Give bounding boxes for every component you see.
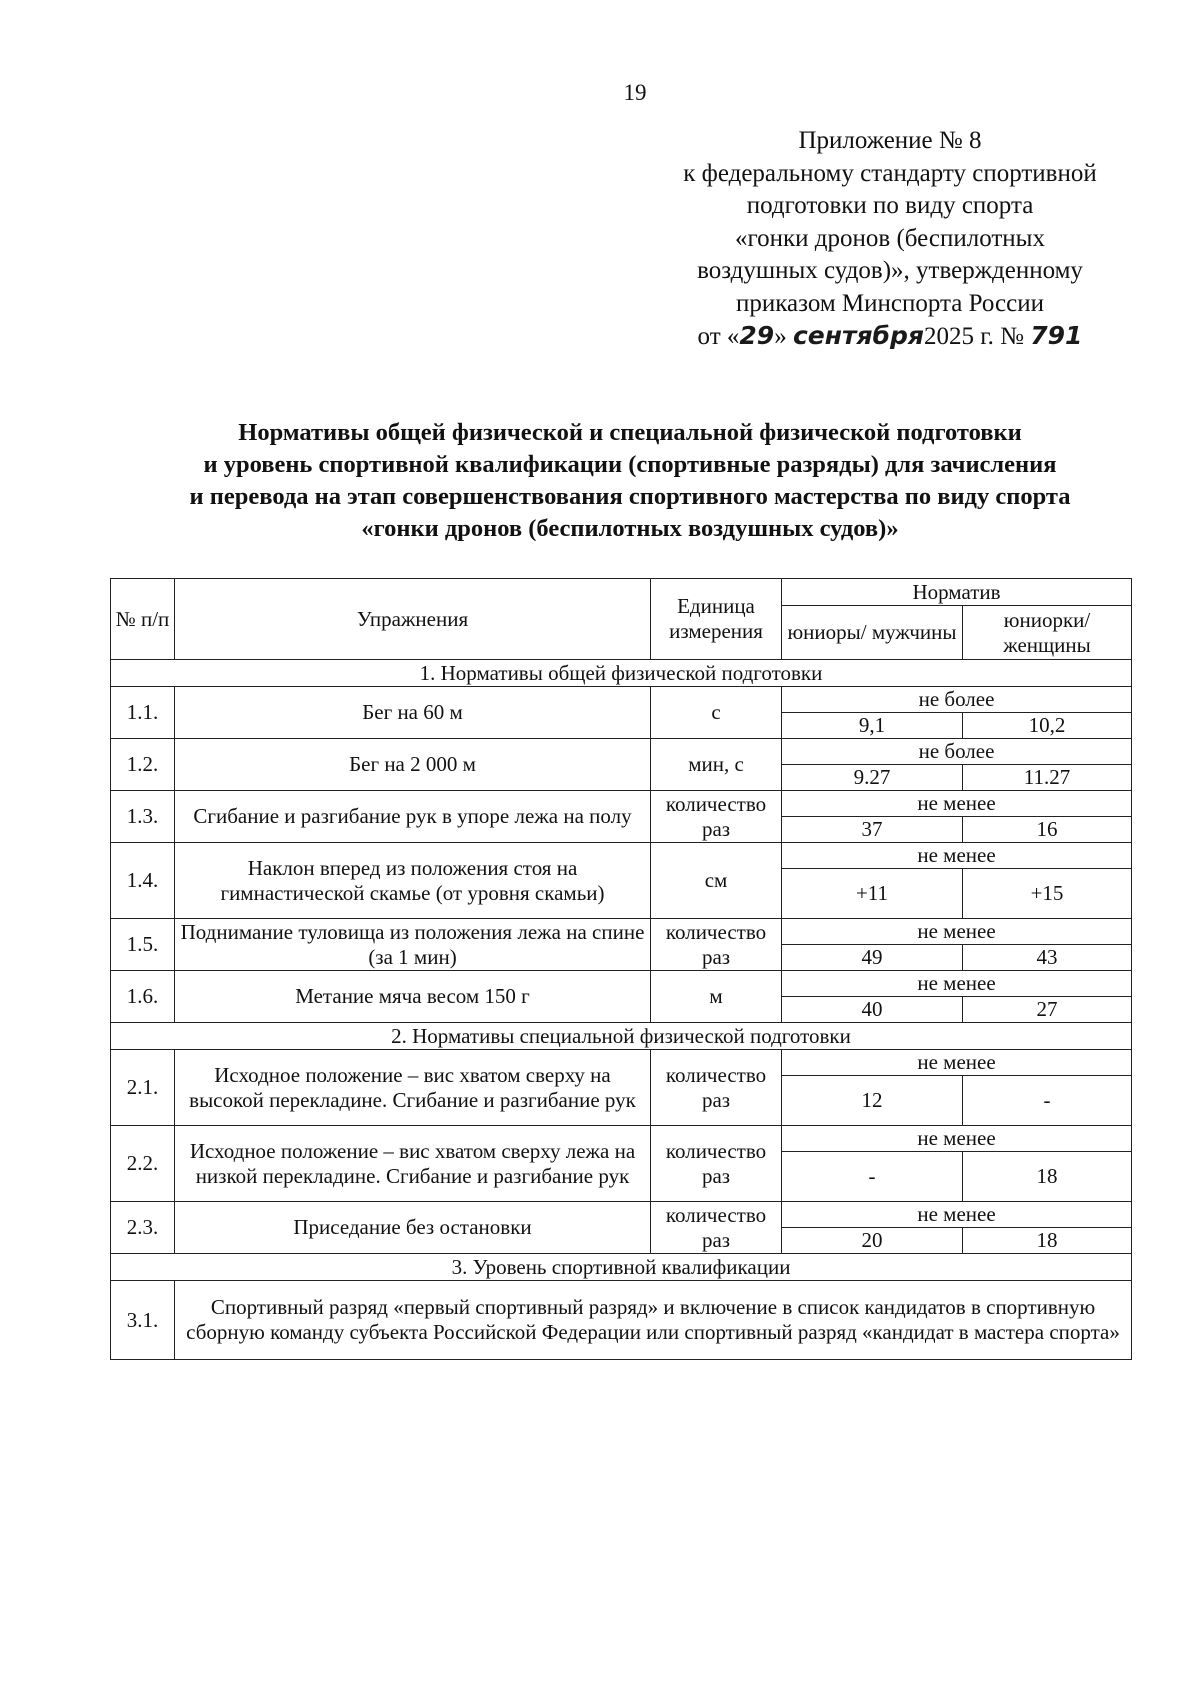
row-norm-type: не менее	[782, 1050, 1132, 1076]
table-row	[111, 1050, 1132, 1076]
value-women: 16	[963, 817, 1132, 843]
row-unit: количество раз	[651, 919, 782, 971]
date-year: 2025 г. №	[923, 323, 1024, 350]
header-num: № п/п	[111, 579, 175, 660]
table-row	[111, 687, 1132, 713]
section-title: 3. Уровень спортивной квалификации	[111, 1254, 1132, 1281]
row-num: 2.1.	[111, 1050, 175, 1126]
section-row	[111, 660, 1132, 687]
title-line: и уровень спортивной квалификации (спортивные разряды) для зачисления	[203, 451, 1057, 478]
header-exercise: Упражнения	[175, 579, 651, 660]
appendix-block	[640, 125, 1140, 354]
value-women: 11.27	[963, 765, 1132, 791]
row-unit: количество раз	[651, 1126, 782, 1202]
value-men: 20	[782, 1228, 963, 1254]
row-norm-type: не менее	[782, 1202, 1132, 1228]
handwritten-month: сентября	[792, 321, 924, 350]
header-men: юниоры/ мужчины	[782, 606, 963, 660]
row-unit: количество раз	[651, 1202, 782, 1254]
appendix-line: к федеральному стандарту спортивной	[683, 159, 1097, 187]
value-women: 10,2	[963, 713, 1132, 739]
value-men: +11	[782, 869, 963, 919]
appendix-line: приказом Минспорта России	[735, 289, 1044, 317]
section-row	[111, 1254, 1132, 1281]
title-line: «гонки дронов (беспилотных воздушных судов)»	[361, 515, 899, 542]
appendix-line: воздушных судов)», утвержденному	[697, 257, 1083, 284]
row-unit: м	[651, 971, 782, 1023]
row-exercise: Исходное положение – вис хватом сверху лежа на низкой перекладине. Сгибание и разгибание рук	[175, 1126, 651, 1202]
row-unit: мин, с	[651, 739, 782, 791]
table-row	[111, 843, 1132, 869]
order-date-line	[640, 320, 1140, 354]
row-exercise: Бег на 2 000 м	[175, 739, 651, 791]
header-women: юниорки/ женщины	[963, 606, 1132, 660]
header-row	[111, 579, 1132, 606]
row-exercise: Исходное положение – вис хватом сверху на высокой перекладине. Сгибание и разгибание рук	[175, 1050, 651, 1126]
value-men: 12	[782, 1076, 963, 1126]
row-exercise: Метание мяча весом 150 г	[175, 971, 651, 1023]
value-men: -	[782, 1152, 963, 1202]
table-row	[111, 971, 1132, 997]
section-title: 2. Нормативы специальной физической подготовки	[111, 1023, 1132, 1050]
header-unit: Единица измерения	[651, 579, 782, 660]
value-men: 9.27	[782, 765, 963, 791]
row-norm-type: не более	[782, 739, 1132, 765]
row-qualification-text: Спортивный разряд «первый спортивный разряд» и включение в список кандидатов в спортивную сборную команду субъекта Российской Федерации или спортивный разряд «кандидат в мастера спорта»	[175, 1281, 1132, 1360]
row-exercise: Бег на 60 м	[175, 687, 651, 739]
table-row	[111, 1202, 1132, 1228]
section-title: 1. Нормативы общей физической подготовки	[111, 660, 1132, 687]
appendix-line: Приложение № 8	[798, 127, 982, 154]
value-women: 18	[963, 1228, 1132, 1254]
row-norm-type: не менее	[782, 1126, 1132, 1152]
row-unit: с	[651, 687, 782, 739]
handwritten-day: 29	[739, 321, 775, 350]
appendix-line: подготовки по виду спорта	[746, 192, 1034, 219]
appendix-line: «гонки дронов (беспилотных	[735, 224, 1045, 252]
row-num: 1.1.	[111, 687, 175, 739]
value-women: 27	[963, 997, 1132, 1023]
table-row	[111, 919, 1132, 945]
row-norm-type: не более	[782, 687, 1132, 713]
header-norm: Норматив	[782, 579, 1132, 606]
value-men: 9,1	[782, 713, 963, 739]
value-women: 43	[963, 945, 1132, 971]
row-num: 1.2.	[111, 739, 175, 791]
row-unit: количество раз	[651, 791, 782, 843]
table-row	[111, 1126, 1132, 1152]
row-exercise: Поднимание туловища из положения лежа на спине (за 1 мин)	[175, 919, 651, 971]
row-exercise: Наклон вперед из положения стоя на гимнастической скамье (от уровня скамьи)	[175, 843, 651, 919]
title-line: и перевода на этап совершенствования спортивного мастерства по виду спорта	[189, 483, 1071, 510]
row-norm-type: не менее	[782, 843, 1132, 869]
title-line: Нормативы общей физической и специальной физической подготовки	[238, 419, 1022, 446]
value-men: 49	[782, 945, 963, 971]
value-women: -	[963, 1076, 1132, 1126]
date-prefix: от «	[697, 323, 740, 350]
norms-table	[110, 578, 1132, 1360]
table-row	[111, 791, 1132, 817]
row-unit: см	[651, 843, 782, 919]
row-num: 1.6.	[111, 971, 175, 1023]
handwritten-order-number: 791	[1030, 321, 1083, 350]
page-number: 19	[623, 80, 647, 105]
row-norm-type: не менее	[782, 919, 1132, 945]
row-num: 2.2.	[111, 1126, 175, 1202]
row-num: 2.3.	[111, 1202, 175, 1254]
date-mid: »	[774, 323, 787, 350]
row-num: 1.4.	[111, 843, 175, 919]
row-num: 1.5.	[111, 919, 175, 971]
row-num: 3.1.	[111, 1281, 175, 1360]
value-women: 18	[963, 1152, 1132, 1202]
row-norm-type: не менее	[782, 791, 1132, 817]
table-row	[111, 739, 1132, 765]
value-men: 37	[782, 817, 963, 843]
row-unit: количество раз	[651, 1050, 782, 1126]
row-exercise: Приседание без остановки	[175, 1202, 651, 1254]
value-men: 40	[782, 997, 963, 1023]
section-row	[111, 1023, 1132, 1050]
row-num: 1.3.	[111, 791, 175, 843]
row-norm-type: не менее	[782, 971, 1132, 997]
row-exercise: Сгибание и разгибание рук в упоре лежа на полу	[175, 791, 651, 843]
value-women: +15	[963, 869, 1132, 919]
table-row	[111, 1281, 1132, 1360]
document-title	[110, 417, 1150, 545]
